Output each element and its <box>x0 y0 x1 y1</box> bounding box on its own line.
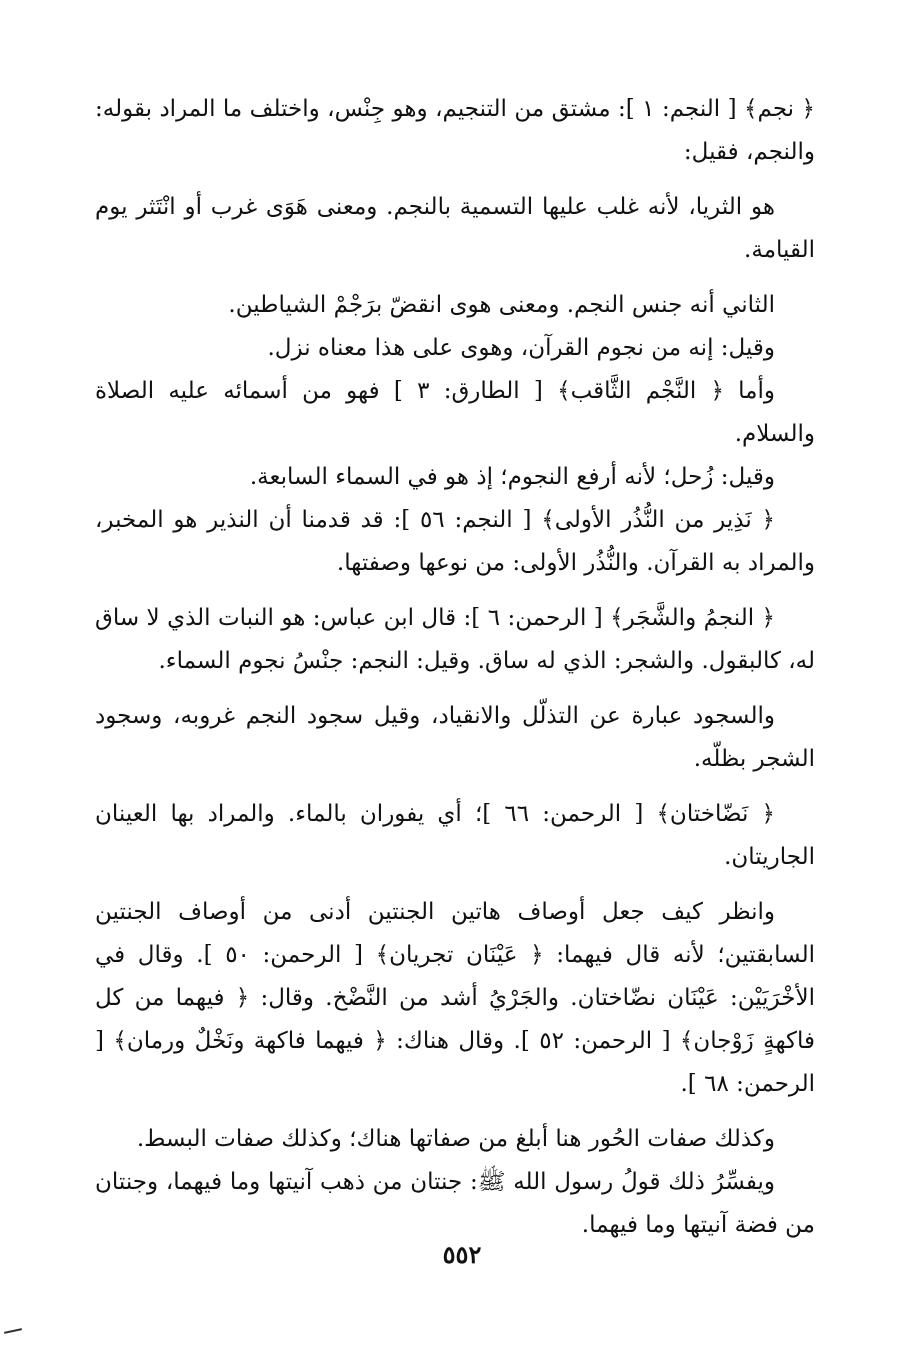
paragraph-sujud: والسجود عبارة عن التذلّل والانقياد، وقيل سجود النجم غروبه، وسجود الشجر بظلّه. <box>95 703 815 772</box>
paragraph-naddakhatan: ﴿ نَضّاختان﴾ [ الرحمن: ٦٦ ]؛ أي يفوران بالماء. والمراد بها العينان الجاريتان. <box>95 801 815 870</box>
paragraph-second-opinion: الثاني أنه جنس النجم. ومعنى هوى انقضّ برَجْمْ الشياطين. <box>228 292 775 318</box>
paragraph-hur: وكذلك صفات الحُور هنا أبلغ من صفاتها هناك؛ وكذلك صفات البسط. <box>136 1126 775 1152</box>
paragraph-nadhir: ﴿ نَذِير من النُّذُر الأولى﴾ [ النجم: ٥٦ ]: قد قدمنا أن النذير هو المخبر، والمراد به القرآن. والنُّذُر الأولى: من نوعها وصفتها. <box>95 507 815 576</box>
corner-mark <box>4 1328 22 1334</box>
paragraph-najm-thaqib: وأما ﴿ النَّجْم الثَّاقب﴾ [ الطارق: ٣ ] فهو من أسمائه عليه الصلاة والسلام. <box>95 378 815 447</box>
paragraph-najm-shajar: ﴿ النجمُ والشَّجَر﴾ [ الرحمن: ٦ ]: قال ابن عباس: هو النبات الذي لا ساق له، كالبقول. والشجر: الذي له ساق. وقيل: النجم: جنْسُ نجوم السماء. <box>95 605 815 674</box>
paragraph-najm: ﴿ نجم﴾ [ النجم: ١ ]: مشتق من التنجيم، وهو جِنْس، واختلف ما المراد بقوله: والنجم، فقيل: <box>95 96 815 165</box>
paragraph-hadith: ويفسِّرُ ذلك قولُ رسول الله ﷺ: جنتان من ذهب آنيتها وما فيهما، وجنتان من فضة آنيتها وما فيهما. <box>95 1169 815 1238</box>
page-body <box>95 88 815 1247</box>
paragraph-quran-stars: وقيل: إنه من نجوم القرآن، وهوى على هذا معناه نزل. <box>267 335 775 361</box>
paragraph-thurayya: هو الثريا، لأنه غلب عليها التسمية بالنجم. ومعنى هَوَى غرب أو انْتَثر يوم القيامة. <box>95 194 815 263</box>
page-number: ٥٥٢ <box>442 1240 482 1269</box>
paragraph-zuhal: وقيل: زُحل؛ لأنه أرفع النجوم؛ إذ هو في السماء السابعة. <box>249 464 775 490</box>
paragraph-compare-gardens: وانظر كيف جعل أوصاف هاتين الجنتين أدنى من أوصاف الجنتين السابقتين؛ لأنه قال فيهما: ﴿ عَيْنَان تجريان﴾ [ الرحمن: ٥٠ ]. وقال في الأخْرَيَيْن: عَيْنَان نضّاختان. والجَرْيُ أشد من النَّضْخ. وقال: ﴿ فيهما من كل فاكهةٍ زَوْجان﴾ [ الرحمن: ٥٢ ]. وقال هناك: ﴿ فيهما فاكهة ونَخْلٌ ورمان﴾ [ الرحمن: ٦٨ ]. <box>95 899 815 1097</box>
